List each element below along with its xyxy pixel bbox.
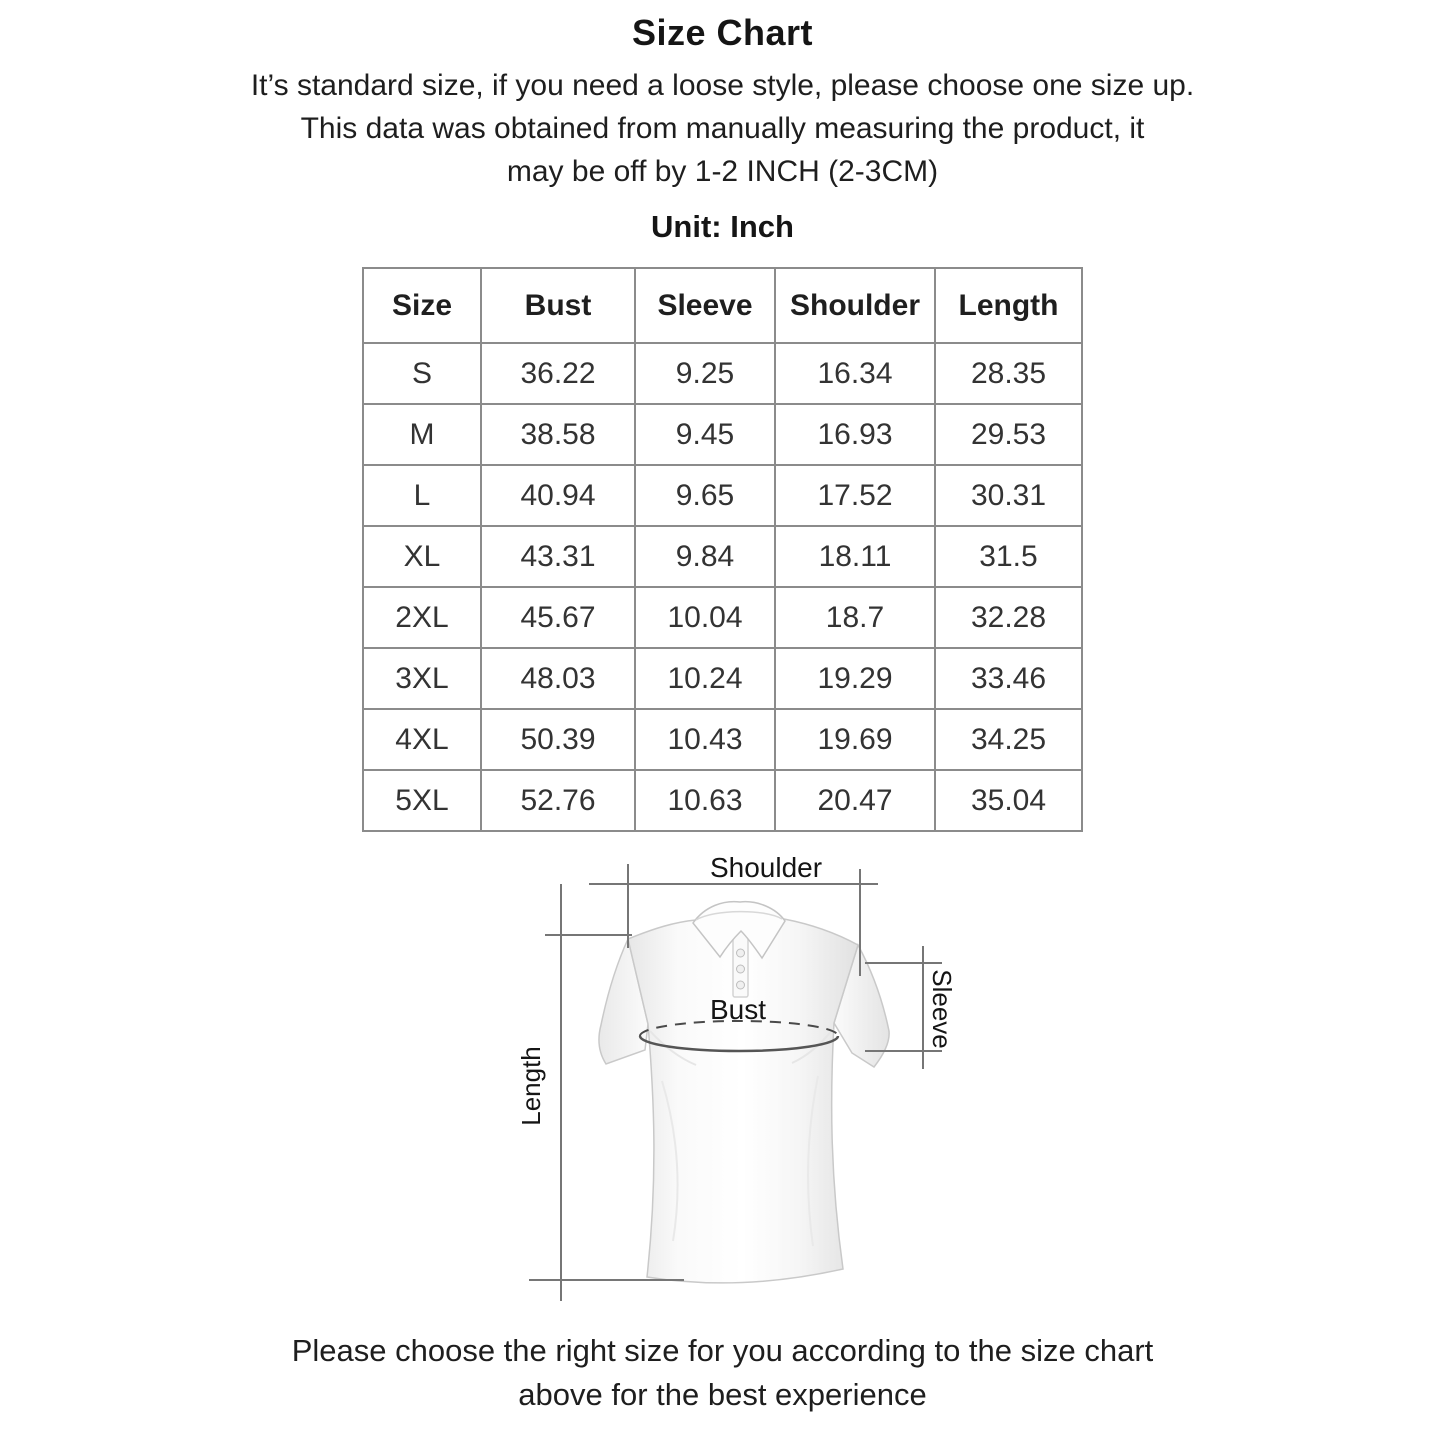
table-header-cell: Shoulder xyxy=(775,268,935,343)
table-cell: XL xyxy=(363,526,481,587)
table-header-row xyxy=(363,268,1082,343)
table-cell: 18.7 xyxy=(775,587,935,648)
shoulder-label: Shoulder xyxy=(709,852,822,883)
table-cell: 9.45 xyxy=(635,404,775,465)
table-cell: 10.43 xyxy=(635,709,775,770)
table-cell: 16.34 xyxy=(775,343,935,404)
table-body xyxy=(363,343,1082,831)
table-row xyxy=(363,465,1082,526)
table-row xyxy=(363,404,1082,465)
sleeve-label: Sleeve xyxy=(926,969,957,1049)
table-cell: 50.39 xyxy=(481,709,635,770)
bust-label: Bust xyxy=(709,994,766,1025)
table-cell: 40.94 xyxy=(481,465,635,526)
subtitle-line: may be off by 1-2 INCH (2-3CM) xyxy=(506,155,939,188)
table-cell: 32.28 xyxy=(935,587,1082,648)
footer-note xyxy=(0,1329,1445,1417)
table-cell: 48.03 xyxy=(481,648,635,709)
table-cell: 2XL xyxy=(363,587,481,648)
table-cell: 20.47 xyxy=(775,770,935,831)
subtitle-line: It’s standard size, if you need a loose style, please choose one size up. xyxy=(250,69,1195,102)
footer-line: Please choose the right size for you according to the size chart xyxy=(291,1333,1154,1368)
table-cell: 9.25 xyxy=(635,343,775,404)
polo-shirt-illustration xyxy=(500,841,980,1313)
table-cell: 28.35 xyxy=(935,343,1082,404)
table-cell: 19.69 xyxy=(775,709,935,770)
table-cell: 29.53 xyxy=(935,404,1082,465)
table-cell: 10.24 xyxy=(635,648,775,709)
unit-label: Unit: Inch xyxy=(651,209,794,244)
table-cell: 10.04 xyxy=(635,587,775,648)
table-cell: S xyxy=(363,343,481,404)
table-cell: 36.22 xyxy=(481,343,635,404)
table-cell: M xyxy=(363,404,481,465)
table-cell: 16.93 xyxy=(775,404,935,465)
table-cell: 17.52 xyxy=(775,465,935,526)
size-table xyxy=(362,267,1083,832)
subtitle-line: This data was obtained from manually measuring the product, it xyxy=(300,112,1145,145)
table-cell: 52.76 xyxy=(481,770,635,831)
table-cell: 9.65 xyxy=(635,465,775,526)
table-cell: L xyxy=(363,465,481,526)
table-header-cell: Sleeve xyxy=(635,268,775,343)
table-cell: 38.58 xyxy=(481,404,635,465)
table-cell: 4XL xyxy=(363,709,481,770)
page-title: Size Chart xyxy=(631,12,814,53)
measurement-diagram xyxy=(0,841,1445,1313)
table-header-cell: Bust xyxy=(481,268,635,343)
table-row xyxy=(363,770,1082,831)
button xyxy=(736,965,744,973)
table-row xyxy=(363,709,1082,770)
button xyxy=(736,981,744,989)
table-cell: 18.11 xyxy=(775,526,935,587)
table-cell: 43.31 xyxy=(481,526,635,587)
footer-line: above for the best experience xyxy=(518,1377,927,1412)
table-cell: 19.29 xyxy=(775,648,935,709)
table-cell: 35.04 xyxy=(935,770,1082,831)
table-row xyxy=(363,343,1082,404)
table-row xyxy=(363,526,1082,587)
table-cell: 34.25 xyxy=(935,709,1082,770)
table-cell: 5XL xyxy=(363,770,481,831)
table-header-cell: Size xyxy=(363,268,481,343)
button xyxy=(736,949,744,957)
table-cell: 10.63 xyxy=(635,770,775,831)
table-cell: 3XL xyxy=(363,648,481,709)
table-cell: 9.84 xyxy=(635,526,775,587)
page-subtitle xyxy=(0,64,1445,193)
table-cell: 31.5 xyxy=(935,526,1082,587)
table-cell: 33.46 xyxy=(935,648,1082,709)
polo-shirt xyxy=(598,902,888,1283)
length-label: Length xyxy=(515,1046,546,1126)
table-cell: 45.67 xyxy=(481,587,635,648)
table-cell: 30.31 xyxy=(935,465,1082,526)
table-header-cell: Length xyxy=(935,268,1082,343)
table-row xyxy=(363,648,1082,709)
table-row xyxy=(363,587,1082,648)
